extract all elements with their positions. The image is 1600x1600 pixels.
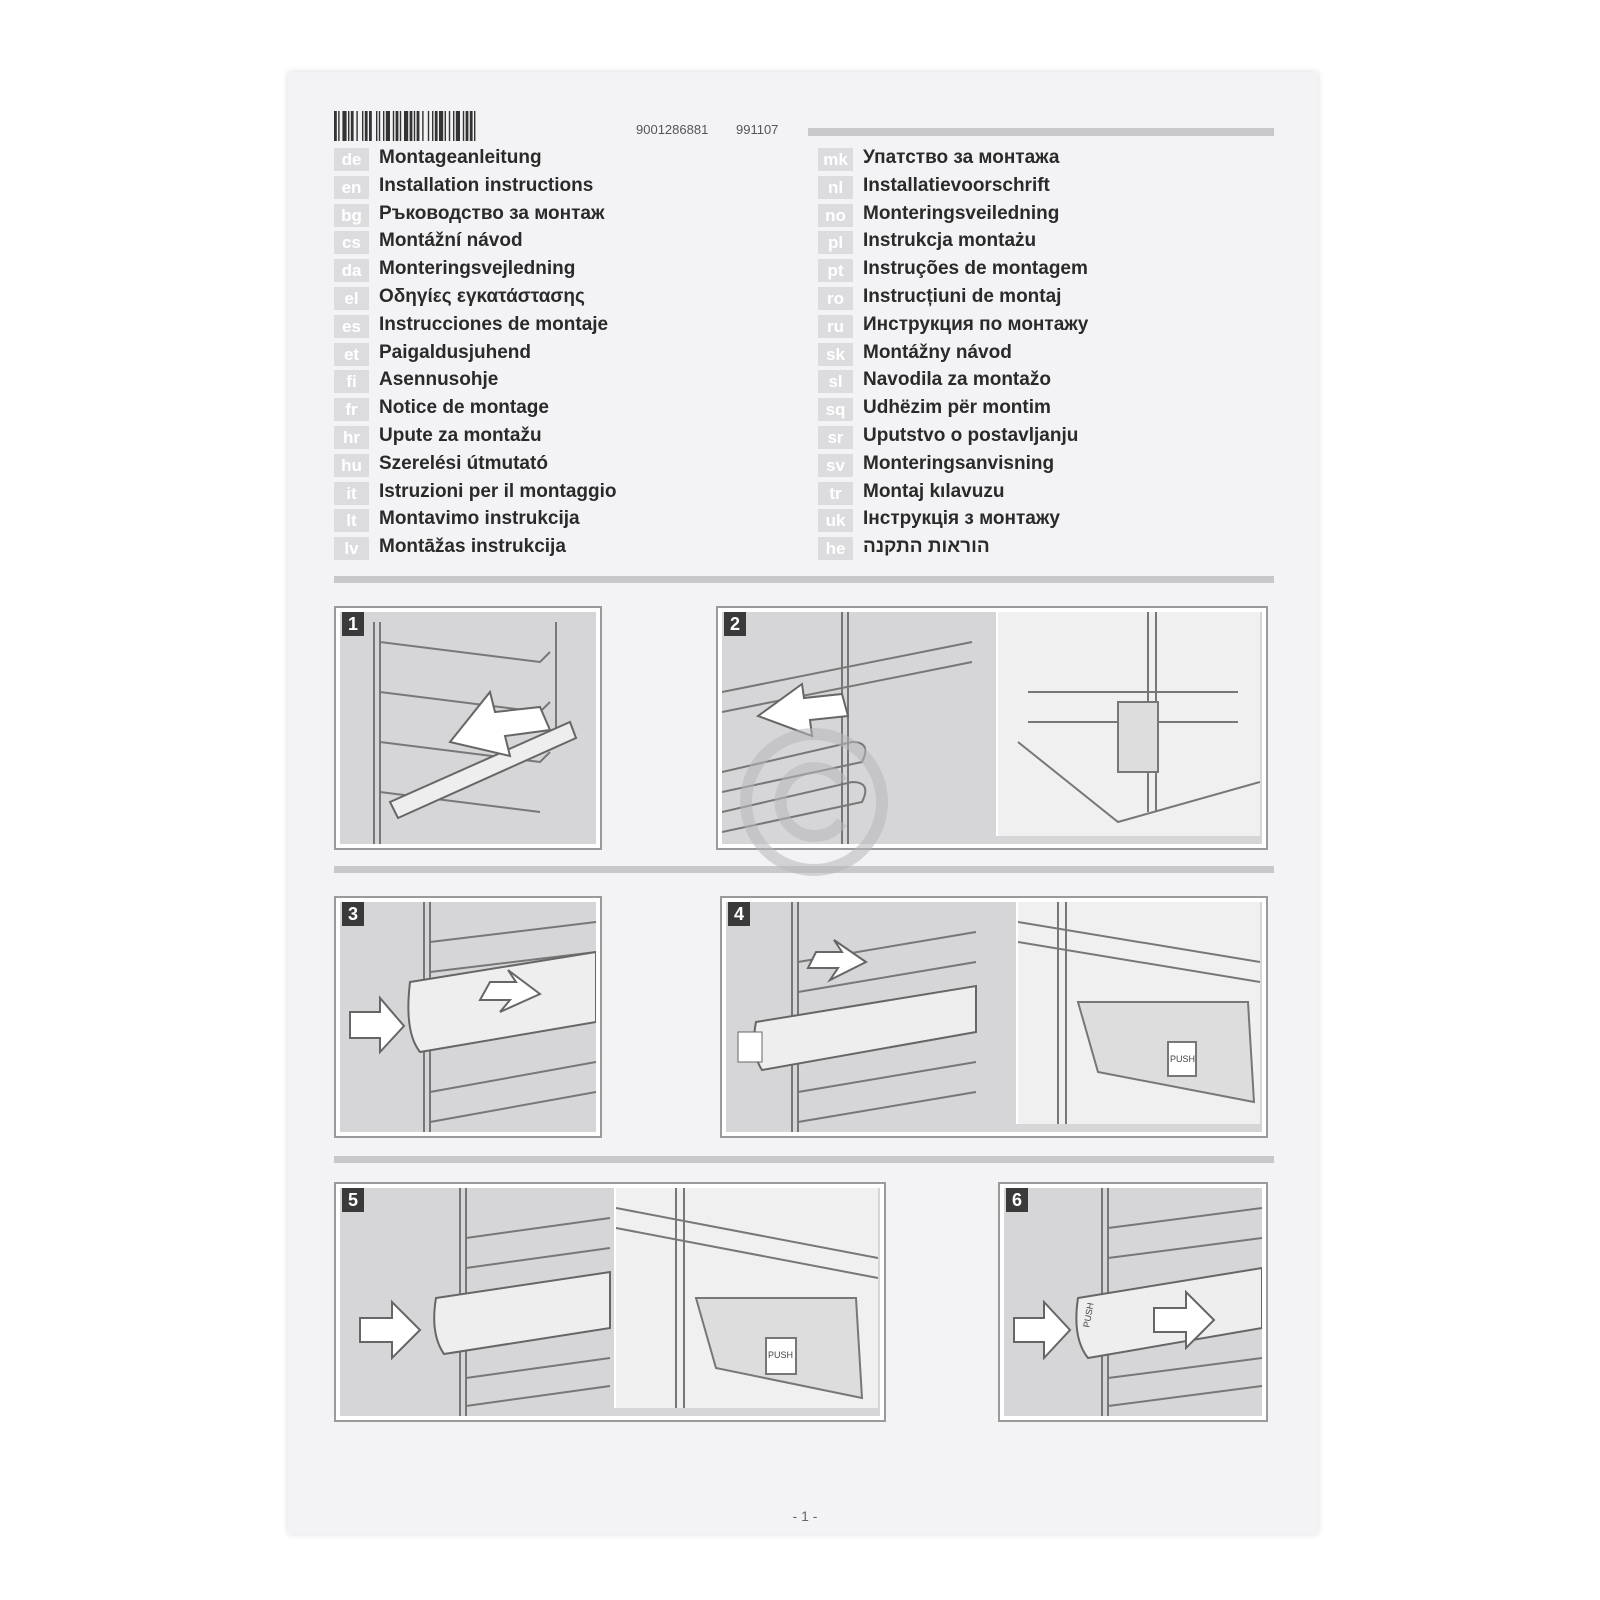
language-entry-cs [334,229,774,257]
language-title: Monteringsveiledning [863,202,1060,224]
language-title: Paigaldusjuhend [379,341,532,363]
figure-4 [720,896,1268,1138]
language-title: Instrukcja montażu [863,230,1037,252]
copyright-watermark [738,726,890,878]
barcode-bar [470,111,473,141]
language-code-badge: ro [818,287,853,310]
language-code-badge: lt [334,509,369,532]
language-entry-lv [334,535,774,563]
language-code-badge: de [334,148,369,171]
language-list-right [818,146,1258,563]
language-entry-bg [334,202,774,230]
language-code-badge: he [818,537,853,560]
language-title: Szerelési útmutató [379,452,548,474]
barcode-bar [410,111,413,141]
push-label: PUSH [768,1350,794,1360]
language-entry-sv [818,452,1258,480]
language-entry-he [818,535,1258,563]
language-entry-nl [818,174,1258,202]
part-number: 9001286881 [636,122,709,137]
language-code-badge: cs [334,231,369,254]
barcode-bar [463,111,464,141]
language-entry-lt [334,507,774,535]
language-entry-mk [818,146,1258,174]
barcode-bar [414,111,415,141]
language-entry-sq [818,396,1258,424]
header-rule [808,128,1274,136]
barcode-bar [383,111,384,141]
barcode-bar [356,111,357,141]
barcode-bar [376,111,377,141]
language-code-badge: nl [818,176,853,199]
language-code-badge: sr [818,426,853,449]
language-title: Инструкция по монтажу [863,313,1089,335]
language-code-badge: pl [818,231,853,254]
language-code-badge: pt [818,259,853,282]
language-title: Upute za montažu [379,424,542,446]
language-entry-pt [818,257,1258,285]
language-code-badge: bg [334,204,369,227]
language-list-left [334,146,774,563]
section-divider [334,576,1274,583]
language-title: Asennusohje [379,369,499,391]
language-code-badge: en [334,176,369,199]
figure-1 [334,606,602,850]
language-title: Упатство за монтажа [863,147,1060,168]
figure-number: 5 [342,1188,364,1212]
language-title: הוראות התקנה [863,536,990,558]
language-entry-pl [818,229,1258,257]
language-code-badge: sl [818,370,853,393]
language-code-badge: it [334,482,369,505]
barcode-bar [456,111,460,141]
language-code-badge: sk [818,343,853,366]
language-entry-es [334,313,774,341]
language-code-badge: tr [818,482,853,505]
language-title: Monteringsvejledning [379,258,576,280]
language-title: Notice de montage [379,397,549,419]
language-entry-sk [818,341,1258,369]
barcode-bar [445,111,446,141]
language-entry-ru [818,313,1258,341]
language-entry-en [334,174,774,202]
language-code-badge: uk [818,509,853,532]
figure-number: 6 [1006,1188,1028,1212]
barcode-bar [351,111,354,141]
language-code-badge: fi [334,370,369,393]
language-code-badge: et [334,343,369,366]
barcode-bar [432,111,433,141]
language-entry-el [334,285,774,313]
barcode-bar [453,111,454,141]
language-code-badge: hr [334,426,369,449]
barcode-bar [338,111,339,141]
language-entry-ro [818,285,1258,313]
language-code-badge: sq [818,398,853,421]
barcode-bar [422,111,423,141]
barcode-bar [396,111,399,141]
language-code-badge: lv [334,537,369,560]
language-title: Montaj kılavuzu [863,480,1005,502]
language-title: Navodila za montažo [863,369,1051,391]
language-code-badge: sv [818,454,853,477]
language-entry-hr [334,424,774,452]
push-label: PUSH [1170,1054,1196,1064]
language-title: Monteringsanvisning [863,452,1055,474]
barcode-bar [449,111,450,141]
figure-6 [998,1182,1268,1422]
language-title: Οδηγίες εγκατάστασης [379,285,585,307]
language-code-badge: no [818,204,853,227]
language-entry-no [818,202,1258,230]
barcode [334,111,618,141]
barcode-bar [342,111,346,141]
barcode-bar [439,111,443,141]
language-title: Installation instructions [379,174,594,196]
language-entry-hu [334,452,774,480]
page-number: - 1 - [792,1508,818,1524]
barcode-bar [417,111,420,141]
language-title: Інструкція з монтажу [863,508,1060,530]
language-code-badge: mk [818,148,853,171]
language-title: Istruzioni per il montaggio [379,480,617,502]
language-title: Montážní návod [379,230,523,252]
barcode-bar [466,111,469,141]
barcode-bar [474,111,475,141]
barcode-bar [348,111,349,141]
barcode-bar [369,111,372,141]
language-code-badge: da [334,259,369,282]
language-title: Udhëzim për montim [863,397,1051,419]
date-code: 991107 [736,122,779,137]
language-title: Montavimo instrukcija [379,508,580,530]
barcode-bar [386,111,390,141]
language-title: Montážny návod [863,341,1012,363]
figure-5 [334,1182,886,1422]
barcode-bar [400,111,401,141]
language-title: Montageanleitung [379,147,542,168]
barcode-bar [379,111,380,141]
push-label: PUSH [1081,1301,1096,1329]
barcode-bar [404,111,408,141]
language-entry-uk [818,507,1258,535]
language-entry-de [334,146,774,174]
language-entry-it [334,480,774,508]
language-title: Montāžas instrukcija [379,536,566,558]
figure-3 [334,896,602,1138]
language-entry-sl [818,368,1258,396]
section-divider [334,1156,1274,1163]
language-title: Installatievoorschrift [863,174,1050,196]
language-code-badge: fr [334,398,369,421]
language-title: Uputstvo o postavljanju [863,424,1079,446]
language-title: Instruções de montagem [863,258,1088,280]
language-entry-fi [334,368,774,396]
language-entry-et [334,341,774,369]
language-title: Instrucciones de montaje [379,313,609,335]
figure-number: 3 [342,902,364,926]
language-entry-da [334,257,774,285]
language-code-badge: el [334,287,369,310]
barcode-bar [428,111,429,141]
barcode-bar [334,111,337,141]
barcode-bar [435,111,438,141]
language-title: Ръководство за монтаж [379,202,605,224]
language-code-badge: ru [818,315,853,338]
figure-number: 2 [724,612,746,636]
language-title: Instrucțiuni de montaj [863,285,1062,307]
figure-number: 4 [728,902,750,926]
language-code-badge: es [334,315,369,338]
language-code-badge: hu [334,454,369,477]
language-entry-fr [334,396,774,424]
language-entry-tr [818,480,1258,508]
barcode-bar [393,111,394,141]
language-entry-sr [818,424,1258,452]
barcode-bar [365,111,368,141]
figure-number: 1 [342,612,364,636]
barcode-bar [362,111,363,141]
